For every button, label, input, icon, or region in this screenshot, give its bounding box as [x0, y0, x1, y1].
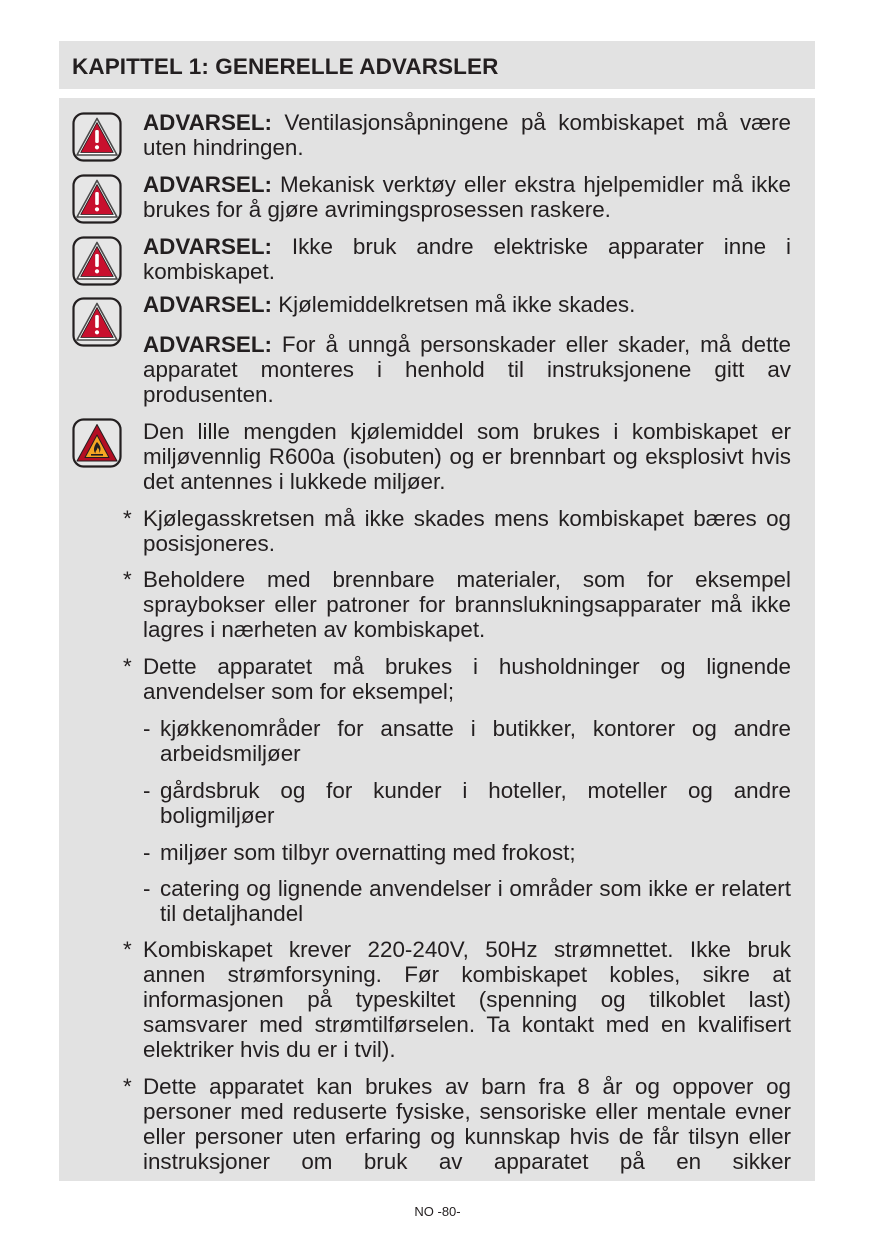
bullet-marker: *	[123, 937, 132, 962]
warning-triangle-icon	[72, 297, 122, 347]
bullet-item: Dette apparatet må brukes i husholdninger og lignende anvendelser som for eksempel;	[143, 654, 791, 704]
flammable-warning-icon	[72, 418, 122, 468]
warning-item: ADVARSEL: Ikke bruk andre elektriske apparater inne i kombiskapet.	[143, 234, 791, 284]
bullet-marker: *	[123, 506, 132, 531]
bullet-marker: *	[123, 654, 132, 679]
warning-item: ADVARSEL: For å unngå personskader eller skader, må dette apparatet monteres i henhold til instruksjonene gitt av produsenten.	[143, 332, 791, 407]
sub-list-item: gårdsbruk og for kunder i hoteller, moteller og andre boligmiljøer	[160, 778, 791, 828]
page-number: NO -80-	[414, 1204, 461, 1219]
warning-item: ADVARSEL: Ventilasjonsåpningene på kombiskapet må være uten hindringen.	[143, 110, 791, 160]
bullet-item: Kjølegasskretsen må ikke skades mens kombiskapet bæres og posisjoneres.	[143, 506, 791, 556]
warning-triangle-icon	[72, 236, 122, 286]
bullet-item: Dette apparatet kan brukes av barn fra 8 år og oppover og personer med reduserte fysiske, sensoriske eller mentale evner eller personer uten erfaring og kunnskap hvis de får tilsyn eller instruksjoner om bruk av apparatet på en sikker	[143, 1074, 791, 1174]
bullet-marker: *	[123, 567, 132, 592]
refrigerant-note: Den lille mengden kjølemiddel som brukes i kombiskapet er miljøvennlig R600a (isobuten) og er brennbart og eksplosivt hvis det antennes i lukkede miljøer.	[143, 419, 791, 494]
dash-marker: -	[143, 840, 151, 865]
dash-marker: -	[143, 876, 151, 901]
dash-marker: -	[143, 716, 151, 741]
dash-marker: -	[143, 778, 151, 803]
sub-list-item: kjøkkenområder for ansatte i butikker, kontorer og andre arbeidsmiljøer	[160, 716, 791, 766]
bullet-item: Beholdere med brennbare materialer, som for eksempel spraybokser eller patroner for brannslukningsapparater må ikke lagres i nærheten av kombiskapet.	[143, 567, 791, 642]
warning-item: ADVARSEL: Kjølemiddelkretsen må ikke skades.	[143, 292, 636, 317]
warning-item: ADVARSEL: Mekanisk verktøy eller ekstra hjelpemidler må ikke brukes for å gjøre avrimingsprosessen raskere.	[143, 172, 791, 222]
chapter-header	[59, 41, 815, 89]
chapter-title: KAPITTEL 1: GENERELLE ADVARSLER	[72, 54, 499, 79]
bullet-item: Kombiskapet krever 220-240V, 50Hz strømnettet. Ikke bruk annen strømforsyning. Før kombiskapet kobles, sikre at informasjonen på typeskiltet (spenning og tilkoblet last) samsvarer med strømtilførselen. Ta kontakt med en kvalifisert elektriker hvis du er i tvil).	[143, 937, 791, 1062]
bullet-marker: *	[123, 1074, 132, 1099]
warning-triangle-icon	[72, 112, 122, 162]
sub-list-item: catering og lignende anvendelser i områder som ikke er relatert til detaljhandel	[160, 876, 791, 926]
warning-triangle-icon	[72, 174, 122, 224]
sub-list-item: miljøer som tilbyr overnatting med frokost;	[160, 840, 576, 865]
